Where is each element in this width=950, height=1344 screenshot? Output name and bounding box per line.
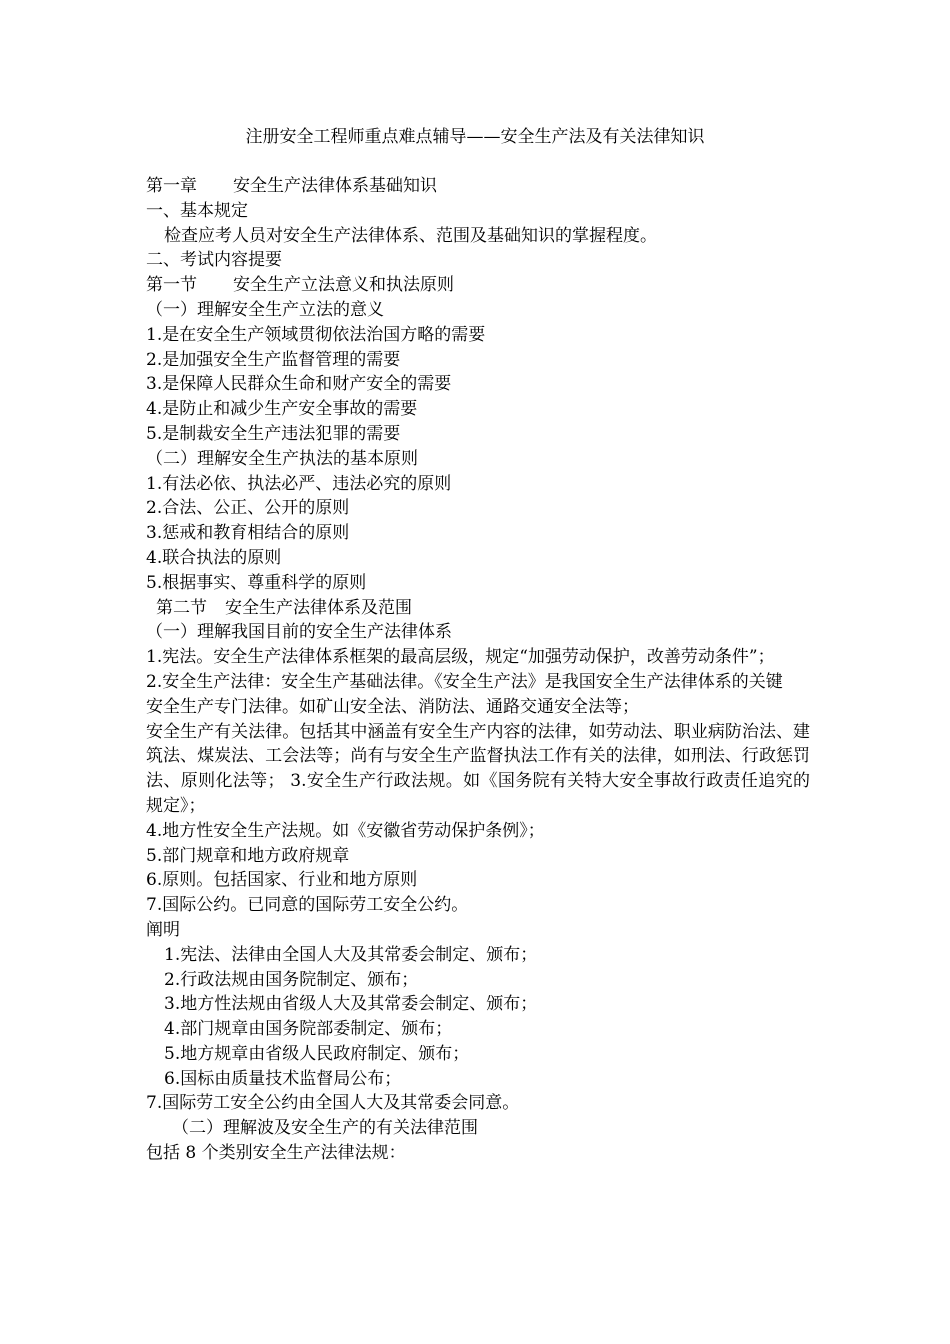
section2-title: 安全生产法律体系及范围 — [225, 597, 412, 618]
sub4-heading: （二）理解波及安全生产的有关法律范围 — [172, 1118, 478, 1139]
explain-item: 2.行政法规由国务院制定、颁布； — [164, 969, 419, 990]
explain-item: 4.部门规章由国务院部委制定、颁布； — [164, 1019, 453, 1040]
list-item: 5.是制裁安全生产违法犯罪的需要 — [146, 423, 401, 444]
paragraph: 安全生产有关法律。包括其中涵盖有安全生产内容的法律，如劳动法、职业病防治法、建筑法、煤炭法、工会法等；尚有与安全生产监督执法工作有关的法律，如刑法、行政惩罚法、原则化法等； 3.安全生产行政法规。如《国务院有关特大安全事故行政责任追究的规定》； — [146, 721, 810, 816]
paragraph: 7.国际公约。已同意的国际劳工安全公约。 — [146, 895, 469, 916]
explain-item: 7.国际劳工安全公约由全国人大及其常委会同意。 — [146, 1093, 520, 1114]
list-item: 5.根据事实、尊重科学的原则 — [146, 572, 367, 593]
chapter-label: 第一章 — [146, 176, 197, 196]
list-item: 4.是防止和减少生产安全事故的需要 — [146, 399, 418, 420]
explain-item: 5.地方规章由省级人民政府制定、颁布； — [164, 1043, 470, 1064]
sub2-heading: （二）理解安全生产执法的基本原则 — [146, 448, 418, 469]
list-item: 1.是在安全生产领域贯彻依法治国方略的需要 — [146, 324, 486, 345]
section2-label: 第二节 — [156, 597, 207, 618]
paragraph: 6.原则。包括国家、行业和地方原则 — [146, 870, 418, 891]
paragraph: 2.安全生产法律：安全生产基础法律。《安全生产法》是我国安全生产法律体系的关键 — [146, 671, 783, 692]
explain-item: 6.国标由质量技术监督局公布； — [164, 1068, 402, 1089]
sub3-heading: （一）理解我国目前的安全生产法律体系 — [146, 622, 452, 643]
chapter-heading — [146, 174, 810, 199]
sub1-heading: （一）理解安全生产立法的意义 — [146, 299, 384, 320]
exam-heading: 二、考试内容提要 — [146, 250, 282, 271]
section2-heading — [146, 596, 810, 621]
paragraph: 4.地方性安全生产法规。如《安徽省劳动保护条例》； — [146, 820, 545, 841]
paragraph: 1.宪法。安全生产法律体系框架的最高层级，规定“加强劳动保护，改善劳动条件”； — [146, 647, 775, 668]
list-item: 3.惩戒和教育相结合的原则 — [146, 523, 350, 544]
explain-item: 3.地方性法规由省级人大及其常委会制定、颁布； — [164, 994, 538, 1015]
list-item: 3.是保障人民群众生命和财产安全的需要 — [146, 374, 452, 395]
paragraph: 包括 8 个类别安全生产法律法规： — [146, 1143, 406, 1164]
document-title: 注册安全工程师重点难点辅导——安全生产法及有关法律知识 — [245, 127, 705, 147]
chapter-title: 安全生产法律体系基础知识 — [233, 176, 437, 196]
basic-rules-heading: 一、基本规定 — [146, 200, 248, 221]
paragraph: 安全生产专门法律。如矿山安全法、消防法、通路交通安全法等； — [146, 696, 639, 717]
list-item: 1.有法必依、执法必严、违法必究的原则 — [146, 473, 452, 494]
section1-title: 安全生产立法意义和执法原则 — [233, 275, 454, 296]
explain-item: 1.宪法、法律由全国人大及其常委会制定、颁布； — [164, 944, 538, 965]
basic-rules-text: 检查应考人员对安全生产法律体系、范围及基础知识的掌握程度。 — [164, 225, 657, 246]
list-item: 4.联合执法的原则 — [146, 547, 282, 568]
section1-heading — [146, 273, 810, 298]
explain-heading: 阐明 — [146, 919, 180, 940]
document-body — [146, 174, 810, 1166]
paragraph: 5.部门规章和地方政府规章 — [146, 845, 350, 866]
section1-label: 第一节 — [146, 275, 197, 296]
list-item: 2.合法、公正、公开的原则 — [146, 498, 350, 519]
list-item: 2.是加强安全生产监督管理的需要 — [146, 349, 401, 370]
